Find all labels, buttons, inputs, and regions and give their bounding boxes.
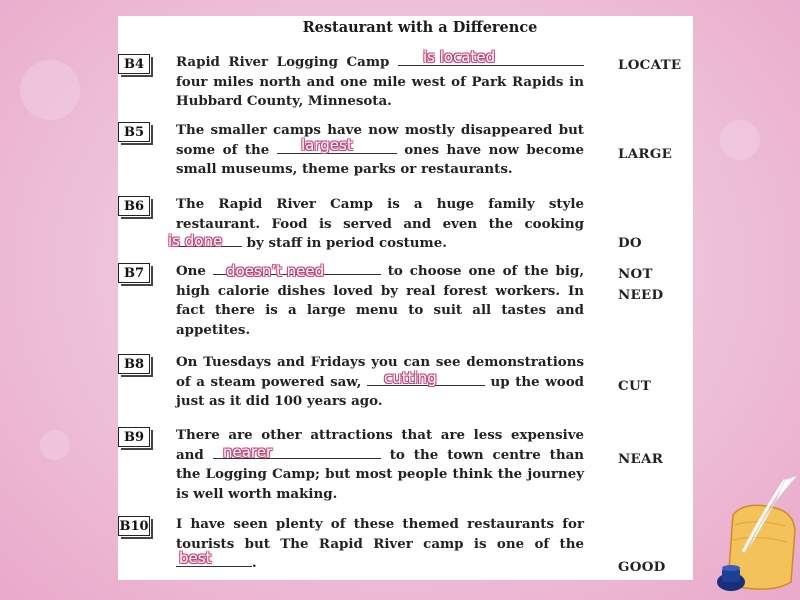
task-keyword: CUT [618, 378, 652, 394]
task-keyword: DO [618, 235, 642, 251]
task-text-part: up the wood just as it did 100 years ago. [176, 373, 585, 409]
task-text [176, 515, 584, 574]
answer-b5: largest [301, 136, 353, 154]
task-text [176, 426, 584, 504]
task-text-part: One [176, 263, 213, 279]
task-text-part: Rapid River Logging Camp [176, 54, 398, 70]
task-text-part: by staff in period costume. [242, 235, 447, 251]
task-text-part: four miles north and one mile west of Park Rapids in Hubbard County, Minnesota. [176, 73, 584, 109]
task-label: B7 [118, 263, 150, 283]
answer-b8: cutting [384, 369, 437, 387]
task-text-part: . [252, 555, 257, 571]
task-keyword-line: NEED [618, 287, 664, 303]
quill-inkwell-icon [705, 470, 800, 600]
task-text-part: The Rapid River Camp is a huge family style restaurant. Food is served and even the cooking [176, 196, 584, 232]
worksheet-title: Restaurant with a Difference [302, 19, 538, 36]
task-label: B6 [118, 196, 150, 216]
task-keyword: GOOD [618, 559, 666, 575]
task-keyword: NEAR [618, 451, 664, 467]
task-text [176, 53, 584, 112]
task-keyword: LARGE [618, 146, 673, 162]
task-label: B4 [118, 54, 150, 74]
task-label: B10 [118, 516, 150, 536]
task-keyword: LOCATE [618, 57, 682, 73]
task-text-part: to the town centre than the Logging Camp; but most people think the journey is well worth making. [176, 446, 585, 502]
task-text-part: I have seen plenty of these themed restaurants for tourists but The Rapid River camp is one of the [176, 516, 584, 552]
task-text-part: ones have now become small museums, theme parks or restaurants. [176, 141, 585, 177]
answer-b6: is done [168, 232, 223, 250]
task-text-part: On Tuesdays and Fridays you can see demonstrations of a steam powered saw, [176, 354, 584, 390]
task-text-part: There are other attractions that are less expensive and [176, 427, 584, 463]
task-label: B9 [118, 427, 150, 447]
task-text [176, 121, 584, 180]
task-label: B5 [118, 122, 150, 142]
background-bokeh [20, 60, 80, 120]
answer-b9: nearer [223, 443, 273, 461]
worksheet-page [118, 16, 693, 580]
task-text-part: The smaller camps have now mostly disappeared but some of the [176, 122, 584, 158]
background-bokeh [40, 430, 70, 460]
answer-b4: is located [423, 48, 496, 66]
task-text [176, 353, 584, 412]
task-text-part: to choose one of the big, high calorie dishes loved by real forest workers. In fact there is a large menu to suit all tastes and appetites. [176, 263, 584, 338]
task-label: B8 [118, 354, 150, 374]
answer-b7: doesn’t need [226, 262, 325, 280]
answer-b10: best [179, 549, 212, 567]
task-text [176, 195, 584, 254]
background-bokeh [720, 120, 760, 160]
task-keyword-line: NOT [618, 266, 653, 282]
